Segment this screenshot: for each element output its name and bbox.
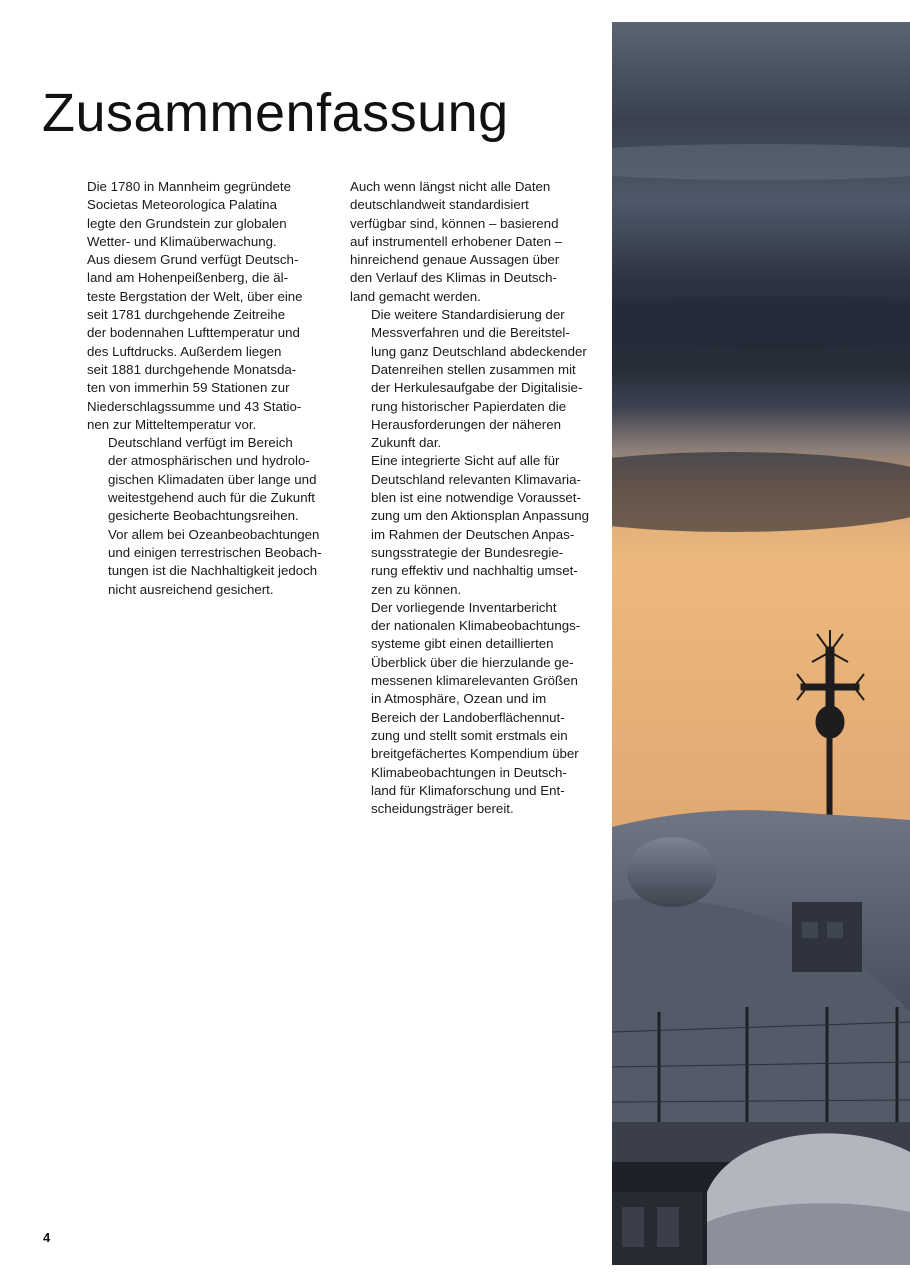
text-line: land gemacht werden. xyxy=(350,288,481,304)
text-line: Societas Meteorologica Palatina xyxy=(87,197,277,213)
text-line: breitgefächertes Kompendium über xyxy=(371,746,579,762)
text-line: hinreichend genaue Aussagen über xyxy=(350,252,560,268)
text-line: zen zu können. xyxy=(371,581,462,597)
text-line: Zukunft dar. xyxy=(371,435,442,451)
text-line: teste Bergstation der Welt, über eine xyxy=(87,288,303,304)
paragraph xyxy=(87,178,332,434)
text-line: legte den Grundstein zur globalen xyxy=(87,215,287,231)
radome xyxy=(627,837,717,907)
text-line: rung effektiv und nachhaltig umset- xyxy=(371,563,578,579)
paragraph xyxy=(350,178,595,306)
text-line: messenen klimarelevanten Größen xyxy=(371,673,578,689)
text-line: Messverfahren und die Bereitstel- xyxy=(371,325,570,341)
text-line: verfügbar sind, können – basierend xyxy=(350,215,559,231)
page-title: Zusammenfassung xyxy=(42,83,509,143)
paragraph xyxy=(350,452,595,598)
text-line: gischen Klimadaten über lange und xyxy=(108,471,317,487)
text-line: des Luftdrucks. Außerdem liegen xyxy=(87,343,282,359)
text-line: Überblick über die hierzulande ge- xyxy=(371,654,574,670)
text-line: seit 1781 durchgehende Zeitreihe xyxy=(87,307,286,323)
text-line: seit 1881 durchgehende Monatsda- xyxy=(87,361,297,377)
text-line: in Atmosphäre, Ozean und im xyxy=(371,691,547,707)
text-line: Herausforderungen der näheren xyxy=(371,416,561,432)
text-line: rung historischer Papierdaten die xyxy=(371,398,567,414)
text-line: im Rahmen der Deutschen Anpas- xyxy=(371,526,575,542)
text-line: land für Klimaforschung und Ent- xyxy=(371,782,565,798)
paragraph xyxy=(350,599,595,819)
paragraph xyxy=(350,306,595,452)
text-line: blen ist eine notwendige Vorausset- xyxy=(371,490,581,506)
text-line: lung ganz Deutschland abdeckender xyxy=(371,343,587,359)
cloud-band xyxy=(612,296,910,348)
text-line: Vor allem bei Ozeanbeobachtungen xyxy=(108,526,320,542)
text-line: zung und stellt somit erstmals ein xyxy=(371,727,568,743)
text-column-right xyxy=(350,178,595,818)
text-line: der bodennahen Lufttemperatur und xyxy=(87,325,300,341)
text-line: sungsstrategie der Bundesregie- xyxy=(371,544,564,560)
text-line: den Verlauf des Klimas in Deutsch- xyxy=(350,270,557,286)
text-line: Eine integrierte Sicht auf alle für xyxy=(371,453,560,469)
text-line: Die 1780 in Mannheim gegründete xyxy=(87,179,292,194)
text-line: Aus diesem Grund verfügt Deutsch- xyxy=(87,252,299,268)
text-line: systeme gibt einen detaillierten xyxy=(371,636,554,652)
page-number: 4 xyxy=(43,1230,51,1245)
cover-photo xyxy=(612,22,910,1265)
text-line: weitestgehend auch für die Zukunft xyxy=(108,490,315,506)
text-line: Klimabeobachtungen in Deutsch- xyxy=(371,764,567,780)
text-line: und einigen terrestrischen Beobach- xyxy=(108,544,322,560)
text-line: Bereich der Landoberflächennut- xyxy=(371,709,565,725)
text-line: der Herkulesaufgabe der Digitalisie- xyxy=(371,380,583,396)
paragraph xyxy=(87,434,332,599)
text-line: Datenreihen stellen zusammen mit xyxy=(371,361,576,377)
text-line: land am Hohenpeißenberg, die äl- xyxy=(87,270,289,286)
text-line: Deutschland verfügt im Bereich xyxy=(108,435,293,451)
text-line: Niederschlagssumme und 43 Statio- xyxy=(87,398,302,414)
text-line: gesicherte Beobachtungsreihen. xyxy=(108,508,299,524)
text-line: Der vorliegende Inventarbericht xyxy=(371,599,557,615)
text-line: nen zur Mitteltemperatur vor. xyxy=(87,416,257,432)
text-line: Deutschland relevanten Klimavaria- xyxy=(371,471,581,487)
text-line: scheidungsträger bereit. xyxy=(371,801,514,817)
text-line: tungen ist die Nachhaltigkeit jedoch xyxy=(108,563,318,579)
text-line: deutschlandweit standardisiert xyxy=(350,197,529,213)
text-line: nicht ausreichend gesichert. xyxy=(108,581,274,597)
cloud-band xyxy=(612,452,910,532)
text-line: der nationalen Klimabeobachtungs- xyxy=(371,618,581,634)
text-line: ten von immerhin 59 Stationen zur xyxy=(87,380,290,396)
text-line: Die weitere Standardisierung der xyxy=(371,307,565,323)
text-line: Wetter- und Klimaüberwachung. xyxy=(87,233,277,249)
text-line: auf instrumentell erhobener Daten – xyxy=(350,233,563,249)
text-column-left xyxy=(87,178,332,599)
text-line: der atmosphärischen und hydrolo- xyxy=(108,453,310,469)
cloud-band xyxy=(612,144,910,180)
text-line: Auch wenn längst nicht alle Daten xyxy=(350,179,551,194)
text-line: zung um den Aktionsplan Anpassung xyxy=(371,508,590,524)
